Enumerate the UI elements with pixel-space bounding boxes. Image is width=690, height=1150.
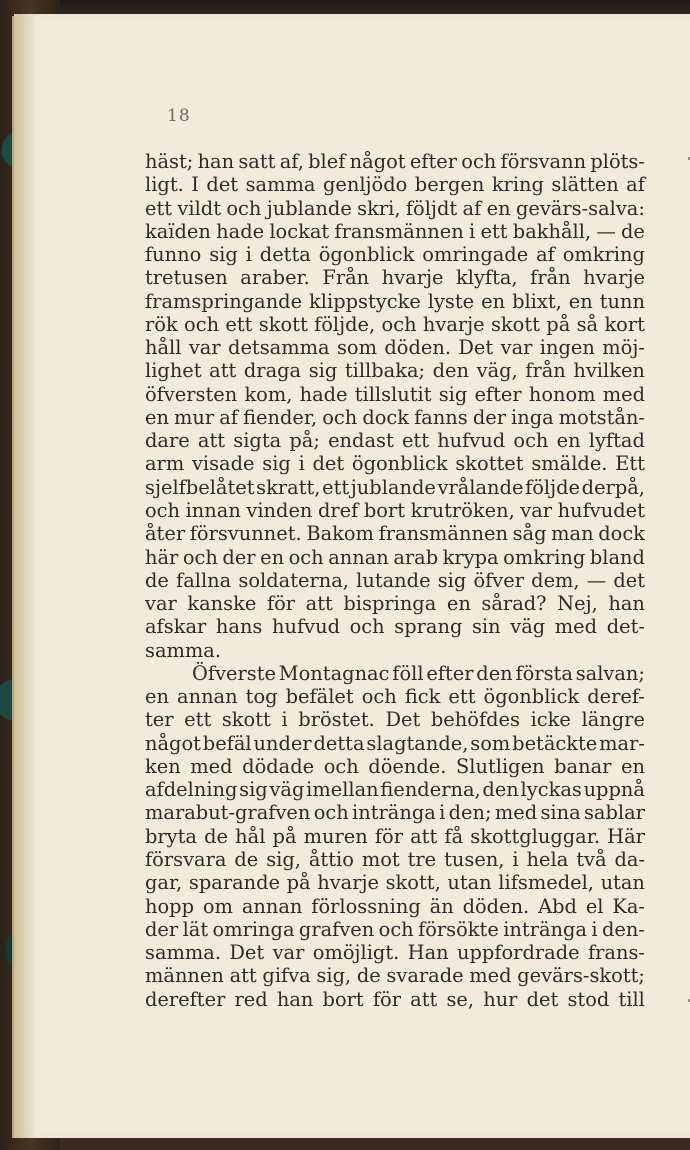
text-line: der lät omringa grafven och försökte inträngа i den-	[145, 917, 645, 941]
text-line: öfversten kom, hade tillslutit sig efter honom med	[145, 382, 645, 406]
text-line: afskar hans hufvud och sprang sin väg med det-	[145, 615, 645, 639]
text-line: rök och ett skott följde, och hvarje skott på så kort	[145, 312, 645, 336]
text-line: hopp om annan förlossning än döden. Abd el Ka-	[145, 894, 645, 918]
text-line: samma. Det var omöjligt. Han uppfordrade frans-	[145, 941, 645, 965]
text-line: männen att gifva sig, de svarade med gevärs-skott;	[145, 964, 645, 988]
text-line: marabut-grafven och inträngа i den; med sina sablar	[145, 801, 645, 825]
text-line: ken med dödade och döende. Slutligen banar en	[145, 754, 645, 778]
text-line: bryta de hål på muren för att få skottgluggar. Här	[145, 824, 645, 848]
text-line: Öfverste Montagnac föll efter den första salvan;	[192, 661, 645, 685]
text-line: arm visade sig i det ögonblick skottet smälde. Ett	[145, 452, 645, 476]
text-line: kaïden hade lockat fransmännen i ett bakhåll, — de	[145, 219, 645, 243]
text-line: lighet att draga sig tillbaka; den väg, från hvilken	[145, 359, 645, 383]
text-line: en annan tog befälet och fick ett ögonblick deref-	[145, 685, 645, 709]
text-line: sjelfbelåtet skratt, ett jublande vrålande följde derpå,	[145, 475, 645, 499]
text-line: funno sig i detta ögonblick omringade af omkring	[145, 243, 645, 267]
text-line: håll var detsamma som döden. Det var ingen möj-	[145, 336, 645, 360]
text-line: försvara de sig, åttio mot tre tusen, i hela två da-	[145, 847, 645, 871]
text-line: här och der en och annan arab krypa omkring bland	[145, 545, 645, 569]
text-line: ter ett skott i bröstet. Det behöfdes icke längre	[145, 708, 645, 732]
text-line: en mur af fiender, och dock fanns der inga motstån-	[145, 405, 645, 429]
text-line: framspringande klippstycke lyste en blixt, en tunn	[145, 289, 645, 313]
text-line: var kanske för att bispringa en sårad? Nej, han	[145, 592, 645, 616]
page-gutter	[12, 16, 38, 1138]
text-line: och innan vinden dref bort krutröken, var hufvudet	[145, 498, 645, 522]
page-number: 18	[167, 106, 191, 126]
text-line: åter försvunnet. Bakom fransmännen såg man dock	[145, 522, 645, 546]
text-line: gar, sparande på hvarje skott, utan lifsmedel, utan	[145, 871, 645, 895]
body-text	[145, 150, 645, 1011]
text-line: ett vildt och jublande skri, följdt af en gevärs-salva:	[145, 196, 645, 220]
text-line: afdelning sig väg imellan fienderna, den lyckas uppnå	[145, 778, 645, 802]
text-line: de fallna soldaterna, lutande sig öfver dem, — det	[145, 568, 645, 592]
text-line: något befäl under detta slagtande, som betäckte mar-	[145, 731, 645, 755]
text-line: tretusen araber. Från hvarje klyfta, från hvarje	[145, 266, 645, 290]
text-line: samma.	[145, 638, 222, 662]
text-line: derefter red han bort för att se, hur det stod till	[145, 987, 645, 1011]
text-line: häst; han satt af, blef något efter och försvann plöts-	[145, 150, 645, 173]
text-line: ligt. I det samma genljödo bergen kring slätten af	[145, 173, 645, 197]
text-line: dare att sigta på; endast ett hufvud och en lyftad	[145, 429, 645, 453]
